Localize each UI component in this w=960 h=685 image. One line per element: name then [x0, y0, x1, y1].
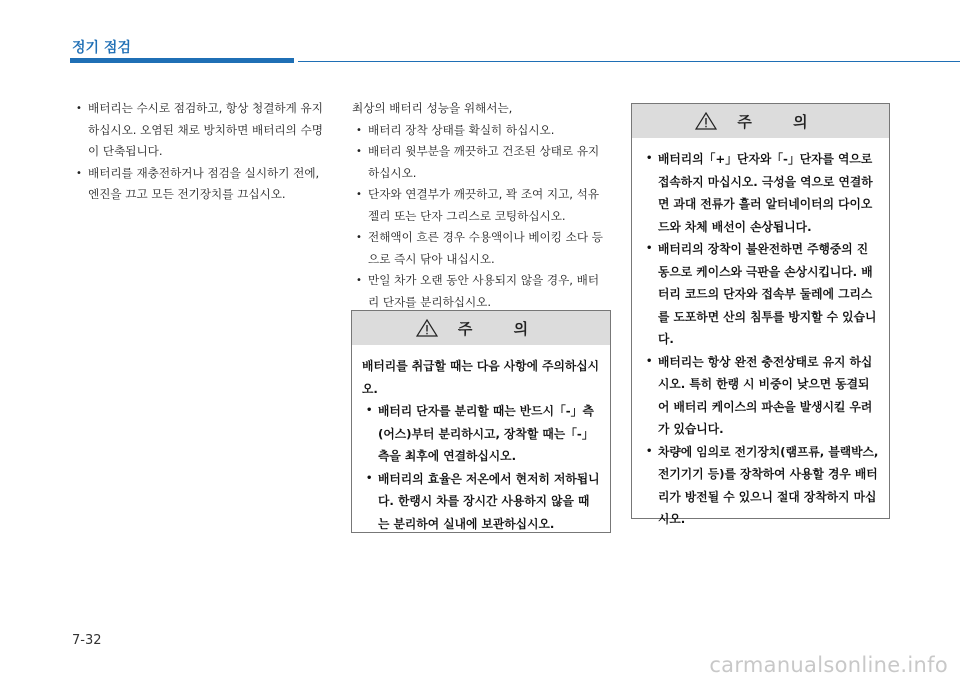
section-title: 정기 점검: [72, 40, 131, 56]
list-item: • 배터리의「+」단자와「-」단자를 역으로 접속하지 마십시오. 극성을 역으로 연결하면 과대 전류가 흘러 알터네이터의 다이오드와 차체 배선이 손상됩니다.: [642, 148, 879, 238]
caution-header: [352, 311, 610, 345]
list-item: • 만일 차가 오랜 동안 사용되지 않을 경우, 배터리 단자를 분리하십시오.: [352, 270, 610, 313]
caution-body: [632, 138, 889, 539]
column-1: [72, 98, 334, 206]
column-2: [352, 98, 610, 313]
warning-triangle-icon: [416, 319, 438, 337]
list-item: • 배터리의 장착이 불완전하면 주행중의 진동으로 케이스와 극판을 손상시킵니다. 배터리 코드의 단자와 접속부 둘레에 그리스를 도포하면 산의 침투를 방지할 수 있습니다.: [642, 238, 879, 351]
column-2-intro: 최상의 배터리 성능을 위해서는,: [352, 101, 513, 115]
list-item: • 차량에 임의로 전기장치(램프류, 블랙박스, 전기기기 등)를 장착하여 사용할 경우 배터리가 방전될 수 있으니 절대 장착하지 마십시오.: [642, 441, 879, 531]
caution-title: 주 의: [737, 112, 826, 131]
list-item: • 배터리 단자를 분리할 때는 반드시「-」측(어스)부터 분리하시고, 장착할 때는「-」측을 최후에 연결하십시오.: [362, 400, 600, 468]
column-1-list: [72, 98, 334, 206]
watermark: carmanualsonline.info: [709, 653, 948, 677]
column-2-list: [352, 120, 610, 314]
caution-header: [632, 104, 889, 138]
caution-body: [352, 345, 610, 543]
header-rule-thick: [70, 58, 294, 63]
list-item: • 배터리 장착 상태를 확실히 하십시오.: [352, 120, 610, 142]
list-item: • 배터리는 항상 완전 충전상태로 유지 하십시오. 특히 한랭 시 비중이 낮으면 동결되어 배터리 케이스의 파손을 발생시킬 우려가 있습니다.: [642, 351, 879, 441]
caution-intro: 배터리를 취급할 때는 다음 사항에 주의하십시오.: [362, 359, 600, 396]
caution-list: [362, 400, 600, 535]
warning-triangle-icon: [695, 112, 717, 130]
list-item: • 배터리 윗부분을 깨끗하고 건조된 상태로 유지하십시오.: [352, 141, 610, 184]
page-number: 7-32: [72, 633, 102, 648]
caution-list: [642, 148, 879, 531]
list-item: • 전해액이 흐른 경우 수용액이나 베이킹 소다 등으로 즉시 닦아 내십시오.: [352, 227, 610, 270]
list-item: • 단자와 연결부가 깨끗하고, 꽉 조여 지고, 석유 젤리 또는 단자 그리스로 코팅하십시오.: [352, 184, 610, 227]
list-item: • 배터리를 재충전하거나 점검을 실시하기 전에, 엔진을 끄고 모든 전기장치를 끄십시오.: [72, 163, 334, 206]
caution-box-2: [631, 103, 890, 526]
header-rule-thin: [298, 61, 960, 62]
caution-title: 주 의: [457, 319, 547, 338]
list-item: • 배터리는 수시로 점검하고, 항상 청결하게 유지 하십시오. 오염된 채로 방치하면 배터리의 수명이 단축됩니다.: [72, 98, 334, 163]
caution-box-1: [351, 310, 611, 533]
list-item: • 배터리의 효율은 저온에서 현저히 저하됩니다. 한랭시 차를 장시간 사용하지 않을 때는 분리하여 실내에 보관하십시오.: [362, 468, 600, 536]
